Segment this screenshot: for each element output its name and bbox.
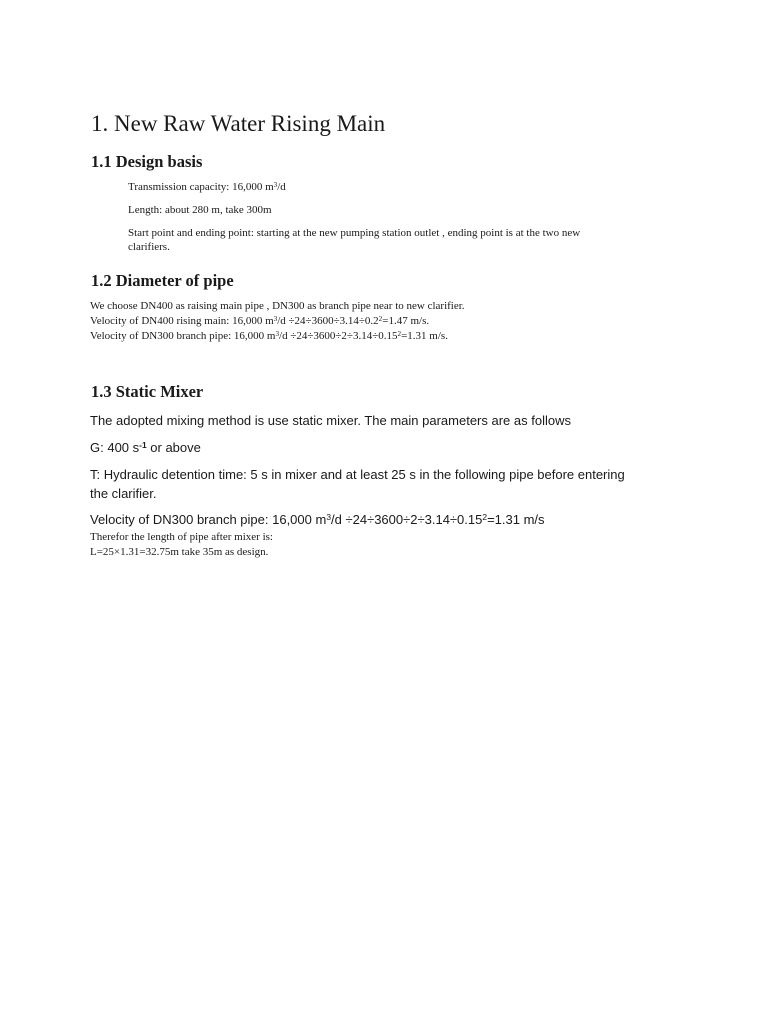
- dn400-sup2: 2: [378, 314, 383, 323]
- g-parameter: [90, 438, 201, 457]
- t-parameter-line2: the clarifier.: [90, 486, 157, 501]
- mixer-velocity-sup2: 2: [482, 512, 488, 523]
- diameter-heading: 1.2 Diameter of pipe: [91, 271, 234, 290]
- mixer-velocity-text: Velocity of DN300 branch pipe: 16,000 m: [90, 512, 327, 527]
- mixer-velocity-sup1: 3: [326, 512, 332, 523]
- capacity-superscript: 3: [273, 180, 278, 189]
- mixer-velocity-mid: /d ÷24÷3600÷2÷3.14÷0.15: [331, 512, 483, 527]
- dn300-velocity-text: Velocity of DN300 branch pipe: 16,000 m: [90, 330, 276, 342]
- dn300-velocity: [90, 329, 448, 343]
- length-formula: L=25×1.31=32.75m take 35m as design.: [90, 546, 269, 558]
- dn400-velocity-text: Velocity of DN400 rising main: 16,000 m: [90, 315, 274, 327]
- static-mixer-heading: 1.3 Static Mixer: [91, 382, 204, 401]
- section-title: 1. New Raw Water Rising Main: [91, 111, 386, 136]
- dn400-velocity-result: =1.47 m/s.: [382, 315, 430, 327]
- pipe-choice: We choose DN400 as raising main pipe , DN300 as branch pipe near to new clarifier.: [90, 300, 465, 312]
- dn300-velocity-result: =1.31 m/s.: [401, 330, 448, 342]
- g-superscript: -1: [139, 440, 147, 451]
- dn300-sup2: 2: [397, 329, 402, 338]
- dn400-velocity-mid: /d ÷24÷3600÷3.14÷0.2: [277, 315, 379, 327]
- mixer-branch-velocity: [90, 510, 545, 529]
- pipe-length: Length: about 280 m, take 300m: [128, 204, 272, 216]
- transmission-capacity: [128, 180, 286, 194]
- capacity-unit: /d: [277, 181, 286, 193]
- g-text: G: 400 s: [90, 440, 140, 455]
- start-end-point-line2: clarifiers.: [128, 241, 170, 253]
- t-parameter-line1: T: Hydraulic detention time: 5 s in mixer and at least 25 s in the following pipe before entering: [90, 467, 625, 482]
- mixer-velocity-result: =1.31 m/s: [487, 512, 545, 527]
- start-end-point-line1: Start point and ending point: starting at the new pumping station outlet , ending point is at the two new: [128, 227, 581, 239]
- g-suffix: or above: [146, 440, 201, 455]
- dn300-velocity-mid: /d ÷24÷3600÷2÷3.14÷0.15: [279, 330, 398, 342]
- dn400-velocity: [90, 314, 429, 328]
- dn300-sup1: 3: [275, 329, 280, 338]
- dn400-sup1: 3: [273, 314, 278, 323]
- design-basis-heading: 1.1 Design basis: [91, 152, 203, 171]
- pipe-length-after-mixer: Therefor the length of pipe after mixer is:: [90, 531, 273, 543]
- mixing-method: The adopted mixing method is use static mixer. The main parameters are as follows: [90, 413, 571, 428]
- capacity-text: Transmission capacity: 16,000 m: [128, 181, 274, 193]
